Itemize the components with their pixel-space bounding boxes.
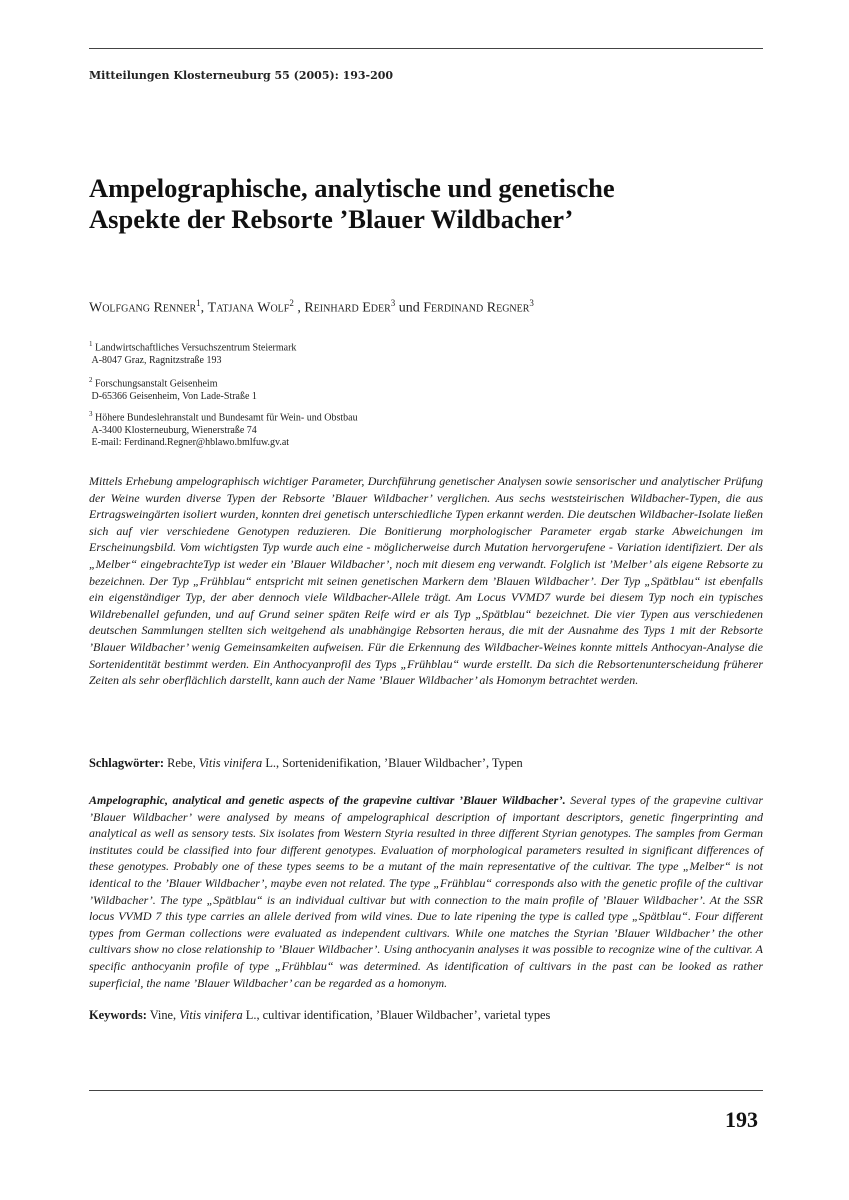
title-line-1: Ampelographische, analytische und genetische xyxy=(89,173,615,203)
abstract-english-text: Several types of the grapevine cultivar ’Blauer Wildbacher’ were analysed by means of ampelographical description of important descriptors, genetic fingerprinting and analytical as well as sensory tests. Six isolates from Western Styria resulted in three different Styrian genotypes. The samples from German institutes could be classified into four different genotypes. Evaluation of morphological parameters resulted in significant differences of these genotypes. Probably one of these types seems to be a mutant of the main representative of the cultivar. The type „Melber“ is not identical to the ’Blauer Wildbacher’, maybe even not related. The type „Frühblau“ corresponds also with the genetic profile of the cultivar ’Wildbacher’. The type „Spätblau“ is an individual cultivar but with connection to the main profile of ’Blauer Wildbacher’. At the SSR locus VVMD 7 this type carries an allele derived from wild vines. Due to late ripening the type is called type „Spätblau“. Four different types from German collections were evaluated as independent cultivars. While one matches the Styrian ’Blauer Wildbacher’ the other cultivars show no close relationship to ’Blauer Wildbacher’. Using anthocyanin analyses it was possible to recognize wine of the cultivar. A specific anthocyanin profile of type „Frühblau“ was determined. As identification of cultivars in the past can be looked as rather superficial, the name ’Blauer Wildbacher’ can be regarded as a homonym. xyxy=(89,793,763,990)
keywords-german xyxy=(89,756,763,771)
affiliation-line: D-65366 Geisenheim, Von Lade-Straße 1 xyxy=(91,390,257,402)
author-affil-mark: 3 xyxy=(529,298,534,308)
affiliation-line: A-8047 Graz, Ragnitzstraße 193 xyxy=(91,354,222,366)
keywords-text: L., cultivar identification, ’Blauer Wildbacher’, varietal types xyxy=(242,1008,551,1022)
bottom-rule xyxy=(89,1090,763,1091)
author-separator: , xyxy=(293,300,305,316)
top-rule xyxy=(89,48,763,49)
author-affil-mark: 1 xyxy=(196,298,201,308)
journal-citation: Mitteilungen Klosterneuburg 55 (2005): 193-200 xyxy=(89,69,394,82)
keywords-label: Keywords: xyxy=(89,1008,147,1022)
affiliation-number: 1 xyxy=(89,340,93,348)
affiliation-1 xyxy=(89,338,769,367)
article-title xyxy=(89,173,769,235)
abstract-german: Mittels Erhebung ampelographisch wichtiger Parameter, Durchführung genetischer Analysen sowie sensorischer und analytischer Prüfung der Weine wurden diverse Typen der Rebsorte ’Blauer Wildbacher’ verglichen. Aus sechs weststeirischen Wildbacher-Typen, die aus Ertragsweingärten isoliert wurden, konnten drei genetisch unterschiedliche Typen erkannt werden. Die deutschen Wildbacher-Isolate ließen sich auf vier verschiedene Genotypen reduzieren. Die Bonitierung morphologischer Parameter ergab starke Abweichungen im Erscheinungsbild. Vom wichtigsten Typ wurde auch eine - möglicherweise durch Mutation hervorgerufene - Variation identifiziert. Der als „Melber“ eingebrachteTyp ist weder ein ’Blauer Wildbacher’, noch mit diesem eng verwandt. Folglich ist ’Melber’ als eigene Rebsorte zu bezeichnen. Der Typ „Frühblau“ entspricht mit seinen genetischen Markern dem ’Blauen Wildbacher’. Der Typ „Spätblau“ ist ebenfalls ein eigenständiger Typ, der aber dennoch viele Wildbacher-Allele trägt. Am Locus VVMD7 wurde bei diesem Typ noch ein typisches Wildrebenallel gefunden, und auf Grund seiner späten Reife wird er als Typ „Spätblau“ bezeichnet. Die vier Typen aus verschiedenen deutschen Sammlungen stellten sich weitgehend als unabhängige Rebsorten heraus, die mit der Ausnahme des Typs 1 mit der Rebsorte ’Blauer Wildbacher’ wenig Gemeinsamkeiten aufweisen. Für die Erkennung des Wildbacher-Weines konnte mittels Anthocyan-Analyse die Sortenidentität bestimmt werden. Ein Anthocyanprofil des Typs „Frühblau“ wurde erstellt. Da sich die Rebsortenunterscheidung früherer Zeiten als sehr oberflächlich darstellt, kann auch der Name ’Blauer Wildbacher’ als Homonym betrachtet werden. xyxy=(89,474,763,688)
abstract-english xyxy=(89,792,763,991)
author-affil-mark: 3 xyxy=(390,298,396,308)
affiliation-number: 2 xyxy=(89,376,93,384)
author-name: Ferdinand Regner xyxy=(423,300,530,316)
keywords-text: Rebe, xyxy=(164,756,199,770)
affiliation-3 xyxy=(89,408,769,450)
species-name: Vitis vinifera xyxy=(198,756,263,770)
author-separator: , xyxy=(200,300,208,316)
keywords-text: L., Sortenidenifikation, ’Blauer Wildbacher’, Typen xyxy=(262,756,523,770)
species-name: Vitis vinifera xyxy=(179,1008,243,1022)
affiliation-line: A-3400 Klosterneuburg, Wienerstraße 74 xyxy=(91,424,257,436)
author-separator: und xyxy=(395,300,424,316)
affiliation-email: E-mail: Ferdinand.Regner@hblawo.bmlfuw.gv.at xyxy=(91,437,290,449)
keywords-text: Vine, xyxy=(146,1008,180,1022)
keywords-english xyxy=(89,1008,763,1023)
author-name: Wolfgang Renner xyxy=(89,300,197,316)
author-affil-mark: 2 xyxy=(289,298,294,308)
keywords-label: Schlagwörter: xyxy=(89,756,165,770)
affiliation-2 xyxy=(89,374,769,403)
author-name: Tatjana Wolf xyxy=(207,300,290,316)
affiliation-number: 3 xyxy=(89,410,93,418)
title-line-2: Aspekte der Rebsorte ’Blauer Wildbacher’ xyxy=(89,204,574,234)
affiliation-line: Landwirtschaftliches Versuchszentrum Steiermark xyxy=(95,342,297,354)
affiliation-line: Forschungsanstalt Geisenheim xyxy=(95,378,218,390)
affiliation-line: Höhere Bundeslehranstalt und Bundesamt für Wein- und Obstbau xyxy=(95,412,358,424)
author-name: Reinhard Eder xyxy=(304,300,391,316)
page-number: 193 xyxy=(725,1107,758,1132)
english-title-lead: Ampelographic, analytical and genetic aspects of the grapevine cultivar ’Blauer Wildbacher’. xyxy=(89,793,566,807)
author-list xyxy=(89,298,769,317)
